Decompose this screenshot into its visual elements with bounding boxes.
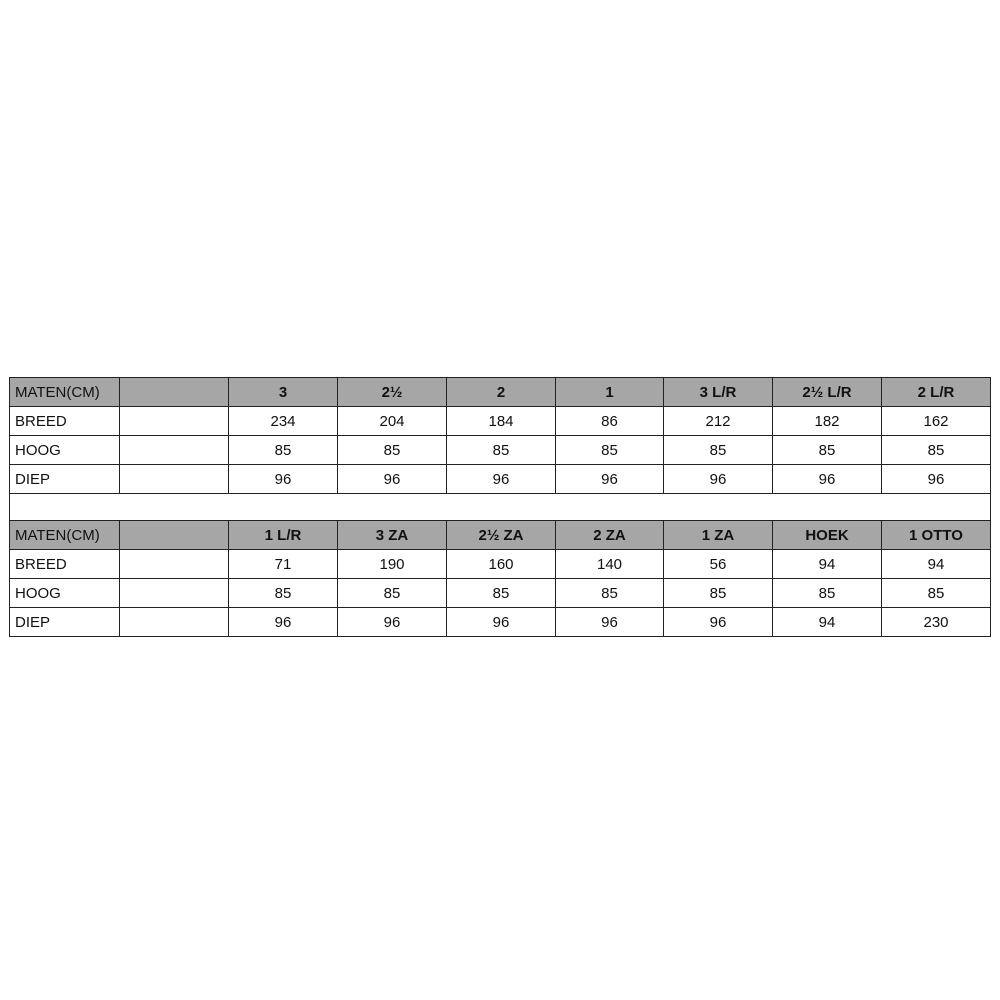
table-row (10, 608, 991, 637)
table-spacer-row (10, 494, 991, 521)
table-cell: 212 (664, 407, 773, 436)
row-label: BREED (10, 550, 120, 579)
size-table-sheet (9, 377, 990, 637)
table-cell: 96 (229, 465, 338, 494)
table-cell: 96 (338, 465, 447, 494)
table-cell: 85 (338, 436, 447, 465)
table-1-header-row (10, 378, 991, 407)
row-label: DIEP (10, 608, 120, 637)
column-header: 1 L/R (229, 521, 338, 550)
blank-cell (120, 407, 229, 436)
table-cell: 86 (556, 407, 664, 436)
column-header: 1 ZA (664, 521, 773, 550)
header-label-cell: MATEN(CM) (10, 521, 120, 550)
table-cell: 182 (773, 407, 882, 436)
row-label: DIEP (10, 465, 120, 494)
table-cell: 184 (447, 407, 556, 436)
column-header: HOEK (773, 521, 882, 550)
table-cell: 96 (447, 608, 556, 637)
table-row (10, 550, 991, 579)
header-blank-cell (120, 521, 229, 550)
table-cell: 204 (338, 407, 447, 436)
table-row (10, 436, 991, 465)
table-cell: 85 (338, 579, 447, 608)
table-cell: 85 (229, 436, 338, 465)
column-header: 3 L/R (664, 378, 773, 407)
table-2-header-row (10, 521, 991, 550)
column-header: 3 (229, 378, 338, 407)
table-cell: 85 (882, 579, 991, 608)
table-cell: 162 (882, 407, 991, 436)
table-row (10, 465, 991, 494)
table-cell: 96 (338, 608, 447, 637)
blank-cell (120, 608, 229, 637)
table-cell: 96 (664, 465, 773, 494)
column-header: 2 L/R (882, 378, 991, 407)
table-cell: 94 (882, 550, 991, 579)
table-cell: 71 (229, 550, 338, 579)
table-cell: 85 (773, 579, 882, 608)
column-header: 2½ (338, 378, 447, 407)
table-cell: 96 (556, 465, 664, 494)
table-row (10, 407, 991, 436)
column-header: 2½ L/R (773, 378, 882, 407)
table-cell: 234 (229, 407, 338, 436)
row-label: BREED (10, 407, 120, 436)
column-header: 1 OTTO (882, 521, 991, 550)
table-cell: 85 (556, 436, 664, 465)
column-header: 3 ZA (338, 521, 447, 550)
column-header: 2½ ZA (447, 521, 556, 550)
table-cell: 94 (773, 550, 882, 579)
table-cell: 56 (664, 550, 773, 579)
table-cell: 160 (447, 550, 556, 579)
table-cell: 140 (556, 550, 664, 579)
table-cell: 85 (229, 579, 338, 608)
blank-cell (120, 579, 229, 608)
spacer-cell (10, 494, 991, 521)
table-cell: 96 (882, 465, 991, 494)
table-cell: 85 (882, 436, 991, 465)
table-cell: 85 (447, 579, 556, 608)
table-cell: 85 (664, 579, 773, 608)
size-table (9, 377, 991, 637)
blank-cell (120, 550, 229, 579)
table-cell: 96 (556, 608, 664, 637)
blank-cell (120, 436, 229, 465)
table-cell: 96 (447, 465, 556, 494)
table-cell: 85 (664, 436, 773, 465)
blank-cell (120, 465, 229, 494)
table-cell: 230 (882, 608, 991, 637)
row-label: HOOG (10, 436, 120, 465)
table-cell: 85 (556, 579, 664, 608)
column-header: 2 ZA (556, 521, 664, 550)
table-cell: 94 (773, 608, 882, 637)
table-cell: 85 (447, 436, 556, 465)
table-row (10, 579, 991, 608)
header-label-cell: MATEN(CM) (10, 378, 120, 407)
table-cell: 96 (664, 608, 773, 637)
header-blank-cell (120, 378, 229, 407)
row-label: HOOG (10, 579, 120, 608)
column-header: 2 (447, 378, 556, 407)
table-cell: 85 (773, 436, 882, 465)
table-cell: 96 (773, 465, 882, 494)
column-header: 1 (556, 378, 664, 407)
table-cell: 190 (338, 550, 447, 579)
table-cell: 96 (229, 608, 338, 637)
